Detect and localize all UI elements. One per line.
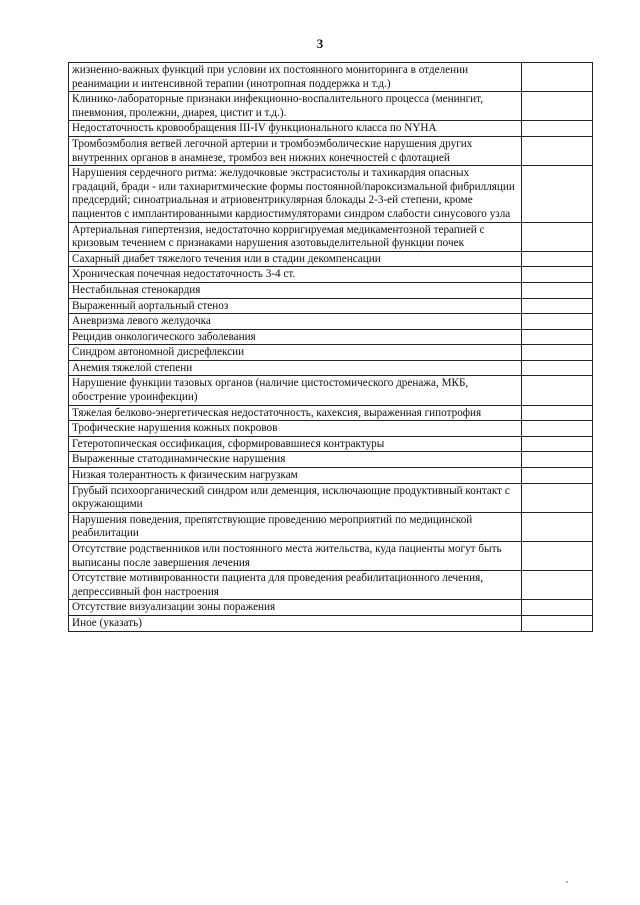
mark-cell[interactable]: [522, 452, 593, 468]
criterion-text: Трофические нарушения кожных покровов: [69, 421, 522, 437]
mark-cell[interactable]: [522, 542, 593, 571]
criterion-text: Низкая толерантность к физическим нагрузкам: [69, 468, 522, 484]
criterion-text: Грубый психоорганический синдром или деменция, исключающие продуктивный контакт с окружающими: [69, 483, 522, 512]
criterion-text: Отсутствие родственников или постоянного места жительства, куда пациенты могут быть выписаны после завершения лечения: [69, 542, 522, 571]
page-number: 3: [316, 36, 324, 51]
scan-speck: [566, 881, 568, 883]
mark-cell[interactable]: [522, 421, 593, 437]
criterion-text: Нестабильная стенокардия: [69, 282, 522, 298]
criterion-text: Тромбоэмболия ветвей легочной артерии и тромбоэмболические нарушения других внутренних органов в анамнезе, тромбоз вен нижних конечностей с флотацией: [69, 136, 522, 165]
mark-cell[interactable]: [522, 512, 593, 541]
criterion-text: Выраженный аортальный стеноз: [69, 298, 522, 314]
mark-cell[interactable]: [522, 600, 593, 616]
criterion-text: Хроническая почечная недостаточность 3-4 ст.: [69, 267, 522, 283]
mark-cell[interactable]: [522, 136, 593, 165]
table-row: [69, 483, 593, 512]
criterion-text: Аневризма левого желудочка: [69, 314, 522, 330]
mark-cell[interactable]: [522, 405, 593, 421]
mark-cell[interactable]: [522, 571, 593, 600]
mark-cell[interactable]: [522, 298, 593, 314]
criterion-text: Отсутствие визуализации зоны поражения: [69, 600, 522, 616]
table-row: [69, 468, 593, 484]
mark-cell[interactable]: [522, 615, 593, 631]
criterion-text: Тяжелая белково-энергетическая недостаточность, кахексия, выраженная гипотрофия: [69, 405, 522, 421]
table-row: [69, 600, 593, 616]
table-row: [69, 360, 593, 376]
criterion-text: Сахарный диабет тяжелого течения или в стадии декомпенсации: [69, 251, 522, 267]
table-row: [69, 421, 593, 437]
table-row: [69, 121, 593, 137]
contraindications-table: [68, 62, 593, 632]
mark-cell[interactable]: [522, 345, 593, 361]
criterion-text: Нарушения поведения, препятствующие проведению мероприятий по медицинской реабилитации: [69, 512, 522, 541]
criterion-text: Недостаточность кровообращения III-IV функционального класса по NYHA: [69, 121, 522, 137]
mark-cell[interactable]: [522, 251, 593, 267]
criterion-text: Синдром автономной дисрефлексии: [69, 345, 522, 361]
criterion-text: Нарушения сердечного ритма: желудочковые экстрасистолы и тахикардия опасных градаций, бради - или тахиаритмические формы постоянной/пароксизмальной фибрилляции предсердий; синоатриальная и атриовентрикулярная блокады 2-3-ей степени, кроме пациентов с имплантированными кардиостимуляторами синдром слабости синусового узла: [69, 166, 522, 222]
table-row: [69, 251, 593, 267]
criterion-text: Нарушение функции тазовых органов (наличие цистостомического дренажа, МКБ, обострение уроинфекции): [69, 376, 522, 405]
criterion-text: Выраженные статодинамические нарушения: [69, 452, 522, 468]
mark-cell[interactable]: [522, 483, 593, 512]
mark-cell[interactable]: [522, 329, 593, 345]
criterion-text: Анемия тяжелой степени: [69, 360, 522, 376]
table-row: [69, 571, 593, 600]
table-row: [69, 222, 593, 251]
criterion-text: Иное (указать): [69, 615, 522, 631]
table-row: [69, 314, 593, 330]
criterion-text: Гетеротопическая оссификация, сформировавшиеся контрактуры: [69, 436, 522, 452]
mark-cell[interactable]: [522, 267, 593, 283]
table-row: [69, 436, 593, 452]
table-row: [69, 376, 593, 405]
table-row: [69, 405, 593, 421]
table-row: [69, 452, 593, 468]
table-row: [69, 63, 593, 92]
table-row: [69, 542, 593, 571]
mark-cell[interactable]: [522, 468, 593, 484]
mark-cell[interactable]: [522, 121, 593, 137]
mark-cell[interactable]: [522, 166, 593, 222]
mark-cell[interactable]: [522, 222, 593, 251]
table-row: [69, 512, 593, 541]
criterion-text: жизненно-важных функций при условии их постоянного мониторинга в отделении реанимации и интенсивной терапии (инотропная поддержка и т.д.): [69, 63, 522, 92]
table-row: [69, 267, 593, 283]
criterion-text: Клинико-лабораторные признаки инфекционно-воспалительного процесса (менингит, пневмония, пролежни, диарея, цистит и т.д.).: [69, 92, 522, 121]
criterion-text: Артериальная гипертензия, недостаточно корригируемая медикаментозной терапией с кризовым течением с признаками нарушения азотовыделительной функции почек: [69, 222, 522, 251]
table-row: [69, 166, 593, 222]
criterion-text: Рецидив онкологического заболевания: [69, 329, 522, 345]
mark-cell[interactable]: [522, 376, 593, 405]
criterion-text: Отсутствие мотивированности пациента для проведения реабилитационного лечения, депрессивный фон настроения: [69, 571, 522, 600]
mark-cell[interactable]: [522, 282, 593, 298]
table-row: [69, 282, 593, 298]
table-row: [69, 92, 593, 121]
mark-cell[interactable]: [522, 63, 593, 92]
table-row: [69, 345, 593, 361]
table-row: [69, 329, 593, 345]
table-row: [69, 136, 593, 165]
table-row: [69, 298, 593, 314]
mark-cell[interactable]: [522, 360, 593, 376]
mark-cell[interactable]: [522, 436, 593, 452]
table-row: [69, 615, 593, 631]
mark-cell[interactable]: [522, 92, 593, 121]
mark-cell[interactable]: [522, 314, 593, 330]
